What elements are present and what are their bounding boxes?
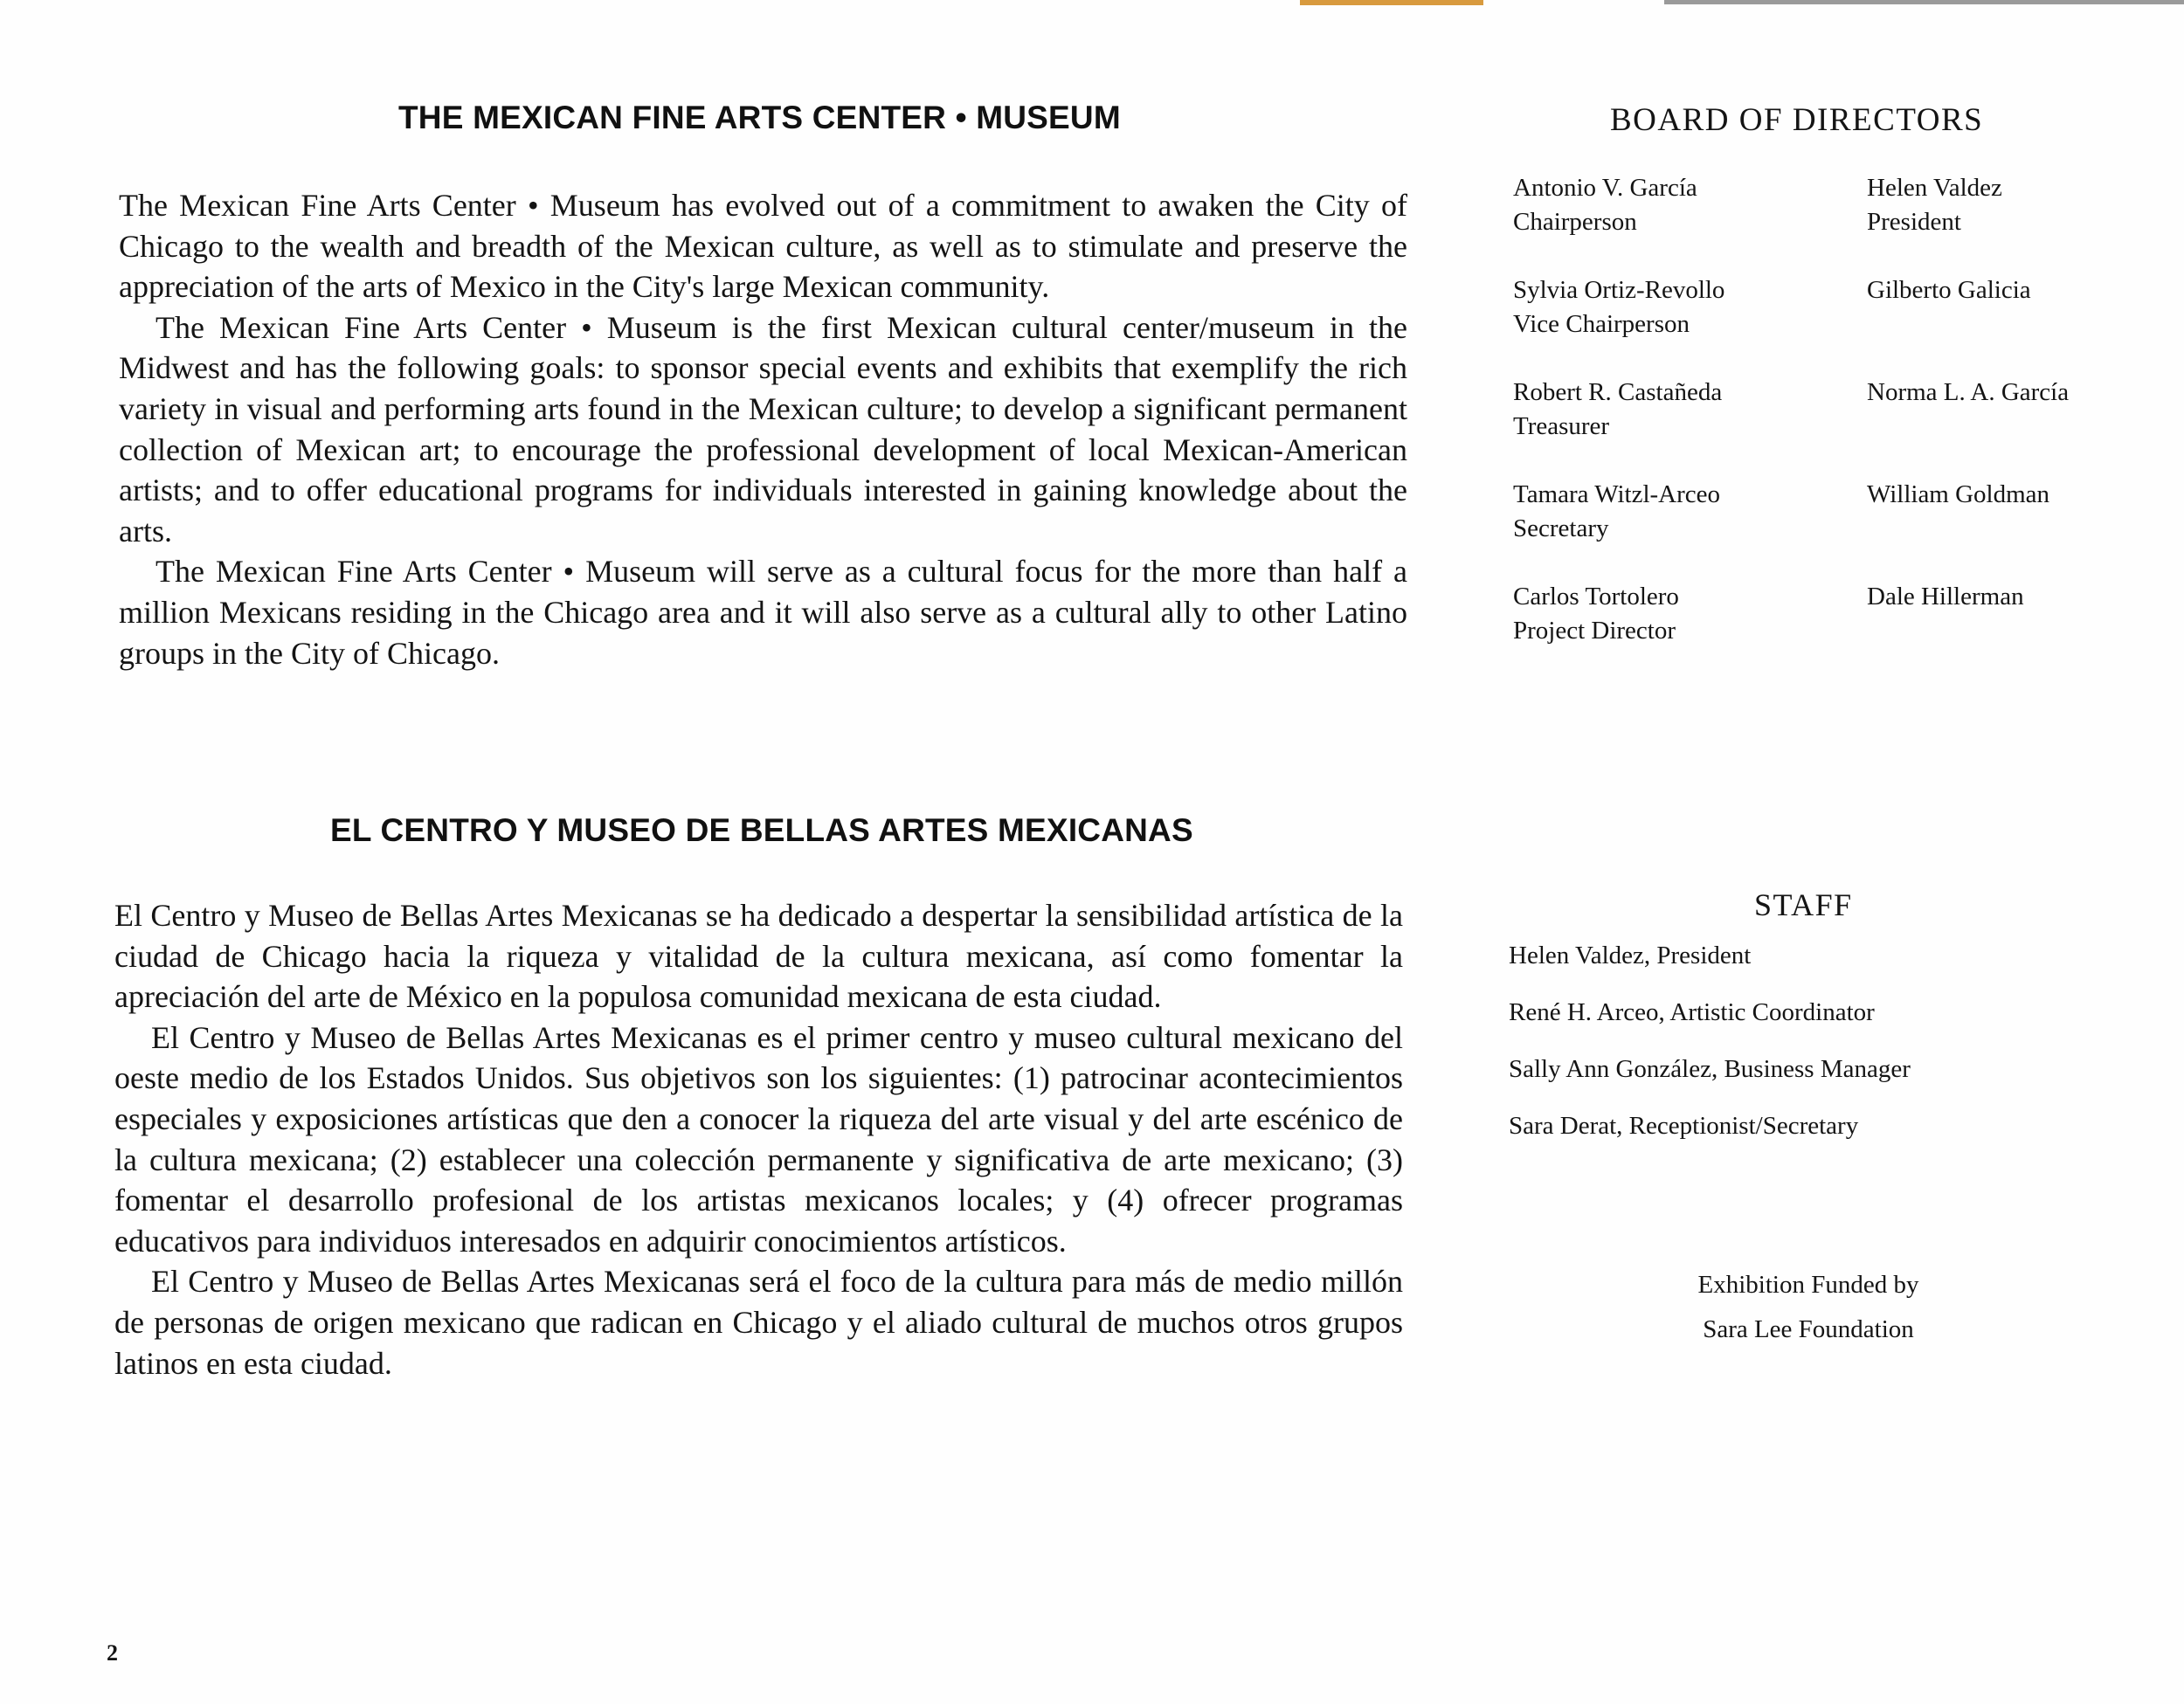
english-heading: THE MEXICAN FINE ARTS CENTER • MUSEUM	[398, 100, 1121, 135]
member-name: Sylvia Ortiz-Revollo	[1513, 276, 1725, 304]
board-member	[1867, 273, 2184, 376]
staff-member: Sally Ann González, Business Manager	[1509, 1055, 1911, 1083]
staff-member: Sara Derat, Receptionist/Secretary	[1509, 1112, 1859, 1140]
board-title: BOARD OF DIRECTORS	[1610, 102, 1984, 138]
board-member	[1867, 478, 2184, 580]
english-paragraph: The Mexican Fine Arts Center • Museum will serve as a cultural focus for the more than half a million Mexicans residing in the Chicago area and it will also serve as a cultural ally to other Latino groups in the City of Chicago.	[119, 554, 1407, 671]
member-role: Secretary	[1513, 514, 1609, 542]
board-member	[1513, 273, 1863, 376]
english-paragraph: The Mexican Fine Arts Center • Museum is the first Mexican cultural center/museum in the Midwest and has the following goals: to sponsor special events and exhibits that exemplify the rich variety in visual and performing arts found in the Mexican culture; to develop a significant permanent collection of Mexican art; to encourage the professional development of local Mexican-American artists; and to offer educational programs for individuals interested in gaining knowledge about the arts.	[119, 309, 1407, 548]
board-member	[1513, 376, 1863, 478]
board-member	[1867, 171, 2184, 273]
member-name: Gilberto Galicia	[1867, 276, 2031, 304]
funding-line: Exhibition Funded by	[1697, 1271, 1919, 1299]
top-edge-orange-strip	[1300, 0, 1483, 5]
member-name: Helen Valdez	[1867, 174, 2002, 202]
spanish-paragraph: El Centro y Museo de Bellas Artes Mexicanas es el primer centro y museo cultural mexicano del oeste medio de los Estados Unidos. Sus objetivos son los siguientes: (1) patrocinar acontecimientos especiales y exposiciones artísticas que den a conocer la riqueza del arte visual y del arte escénico de la cultura mexicana; (2) establecer una colección permanente y significativa de arte mexicano; (3) fomentar el desarrollo profesional de los artistas mexicanos locales; y (4) ofrecer programas educativos para individuos interesados en adquirir conocimientos artísticos.	[114, 1019, 1403, 1259]
page-number: 2	[107, 1640, 118, 1666]
member-name: Antonio V. García	[1513, 174, 1697, 202]
board-member	[1513, 478, 1863, 580]
member-name: Tamara Witzl-Arceo	[1513, 480, 1720, 508]
member-role: Chairperson	[1513, 208, 1637, 236]
member-role: Treasurer	[1513, 412, 1610, 440]
funding-credit	[1634, 1263, 1983, 1352]
board-left-column	[1513, 171, 1863, 682]
member-name: Carlos Tortolero	[1513, 583, 1679, 611]
member-name: William Goldman	[1867, 480, 2050, 508]
spanish-paragraph: El Centro y Museo de Bellas Artes Mexicanas será el foco de la cultura para más de medio millón de personas de origen mexicano que radican en Chicago y el aliado cultural de muchos otros grupos latinos en esta ciudad.	[114, 1264, 1403, 1381]
funding-sponsor: Sara Lee Foundation	[1703, 1315, 1914, 1343]
english-body	[119, 185, 1407, 673]
board-right-column	[1867, 171, 2184, 682]
staff-member: René H. Arceo, Artistic Coordinator	[1509, 998, 1875, 1026]
spanish-paragraph: El Centro y Museo de Bellas Artes Mexicanas se ha dedicado a despertar la sensibilidad artística de la ciudad de Chicago hacia la riqueza y vitalidad de la cultura mexicana, así como fomentar la apreciación del arte de México en la populosa comunidad mexicana de esta ciudad.	[114, 898, 1403, 1015]
english-paragraph: The Mexican Fine Arts Center • Museum has evolved out of a commitment to awaken the City of Chicago to the wealth and breadth of the Mexican culture, as well as to stimulate and preserve the appreciation of the arts of Mexico in the City's large Mexican community.	[119, 188, 1407, 305]
member-role: Project Director	[1513, 617, 1676, 645]
staff-title: STAFF	[1754, 887, 1853, 922]
member-name: Dale Hillerman	[1867, 583, 2024, 611]
member-role: President	[1867, 208, 1961, 236]
member-name: Robert R. Castañeda	[1513, 378, 1723, 406]
board-member	[1513, 580, 1863, 682]
top-edge-gray-strip	[1664, 0, 2184, 4]
staff-list	[1509, 938, 2155, 1165]
board-member	[1513, 171, 1863, 273]
spanish-heading: EL CENTRO Y MUSEO DE BELLAS ARTES MEXICANAS	[330, 812, 1193, 848]
board-member	[1867, 376, 2184, 478]
staff-member: Helen Valdez, President	[1509, 942, 1752, 969]
board-member	[1867, 580, 2184, 682]
spanish-body	[114, 895, 1403, 1383]
member-role: Vice Chairperson	[1513, 310, 1690, 338]
member-name: Norma L. A. García	[1867, 378, 2070, 406]
